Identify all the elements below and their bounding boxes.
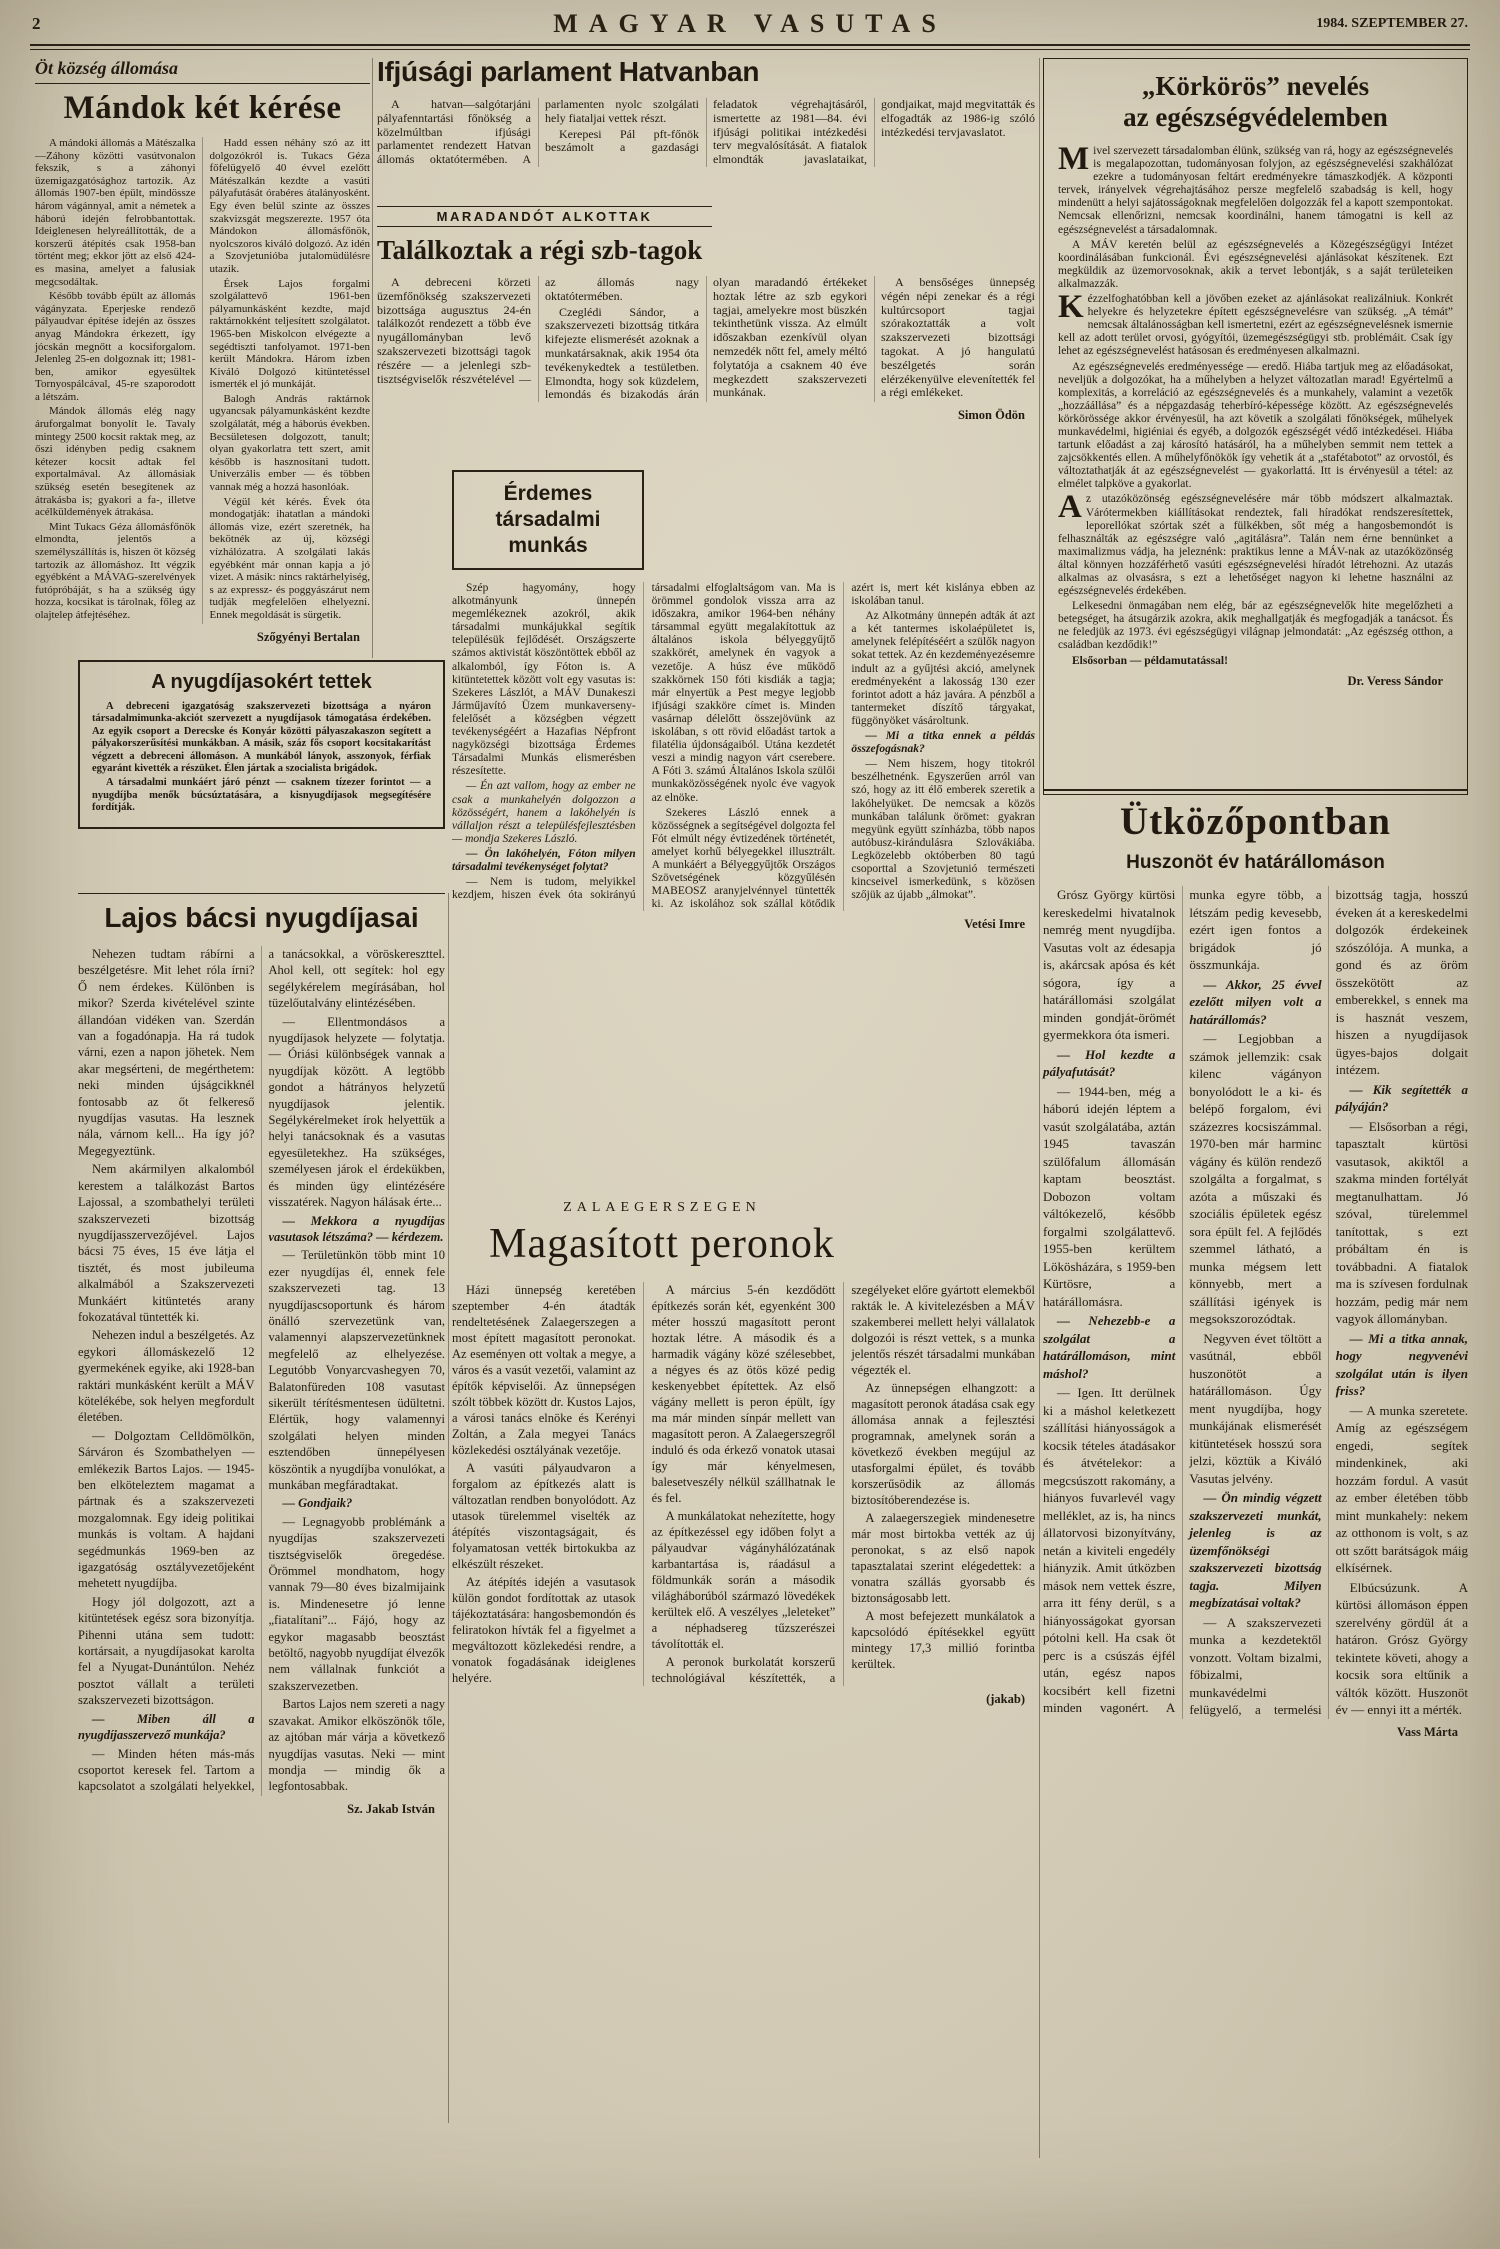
vertical-rule-left	[372, 58, 373, 658]
article-body	[1043, 886, 1468, 1719]
body-paragraph: A zalaegerszegiek mindenesetre már most birtokba vették az új peronokat, s az első napok tapasztalatai szerint elégedettek: a vonatra szállás gyorsabb és biztonságosabb lett.	[851, 1511, 1035, 1605]
body-paragraph: Érsek Lajos forgalmi szolgálattevő 1961-ben pályamunkásként kezdte, majd raktárnokként teljesített szolgálatot. 1965-ben Miskolcon elvégezte a segédtiszti tanfolyamot. 1971-ben került Mándokra. Három ízben Kiváló Dolgozó kitüntetéssel ismerték el jó munkáját.	[209, 277, 370, 391]
body-paragraph: — Nem hiszem, hogy titokról beszélhetnénk. Egyszerűen arról van szó, hogy az itt élő emberek szeretik a lakóhelyüket. De nemcsak a közös munkában találunk örömet: gyakran megyünk együtt színházba, több napos autóbusz-kirándulásra Szlovákiába. Legközelebb októberben 80 tagú csoporttal a Szovjetunió természeti kincseivel ismerkedünk, s közösen szőjük az újabb „álmokat”.	[851, 758, 1035, 902]
signature: Sz. Jakab István	[347, 1801, 435, 1816]
body-paragraph: — Dolgoztam Celldömölkön, Sárváron és Szombathelyen — emlékezik Bartos Lajos. — 1945-ben elköteleztem magamat a pártnak és a szakszervezeti mozgalomnak. Egy ideig politikai munkás is voltam. A hajdani segédmunkás 1969-ben az igazgatóság osztályvezetőjeként mehetett nyugdíjba.	[78, 1428, 255, 1591]
body-paragraph: — A szakszervezeti munka a kezdetektől vonzott. Voltam bizalmi, főbizalmi, munkavédelmi felügyelő, a termelési bizottság tagja, hosszú éveken át a kereskedelmi dolgozók érdekeinek szószólója. A munka, a gond és az öröm összekötött az emberekkel, s ennek ma is hasznát veszem, hiszen a nyugdíjasok ügyes-bajos dolgait intézem.	[1189, 887, 1468, 1717]
body-paragraph: A MÁV keretén belül az egészségnevelés a Közegészségügyi Intézet koordinálásában funkcionál. Évi egészségnevelési ajánlásokat készítenek. Ezt megküldik az üzemorvosoknak, akik a tervet lebontják, s a saját területeiken alkalmazzák.	[1058, 238, 1453, 290]
body-paragraph: Grósz György kürtösi kereskedelmi hivatalnok nemrég ment nyugdíjba. Vasutas volt az édesapja is, akárcsak apósa és két sógora, így a határállomási szolgálat minden gondját-örömét gyermekkora óta ismeri.	[1043, 887, 1176, 1042]
body-paragraph: Mint Tukacs Géza állomásfőnök elmondta, jelentős a személyszállítás is, hiszen öt község tartozik az állomáshoz. Itt végzik egyébként a MÁVAG-szerelvények futópróbáját, s ha a szükség úgy hozza, kocsikat is tárolnak, főleg az olajtelep átfejtéséhez.	[35, 520, 196, 621]
masthead-title: MAGYAR VASUTAS	[553, 9, 947, 38]
kicker: MARADANDÓT ALKOTTAK	[377, 206, 712, 227]
body-paragraph: — Gondjaik?	[282, 1496, 353, 1511]
body-paragraph: Házi ünnepség keretében szeptember 4-én átadták rendeltetésének Zalaegerszegen a most épített magasított peronokat. Az eseményen ott voltak a megye, a város és a vasút vezetői, valamint az építők képviselői. Az ünnepségen szólt többek között dr. Kustos Lajos, a városi tanács elnöke és Kerényi Zoltán, a Zala megyei Tanács közlekedési osztályának vezetője.	[452, 1283, 636, 1457]
article-magasitott-peronok	[452, 1200, 1035, 1707]
article-erdemes-tarsadalmi-munkas	[452, 470, 1035, 932]
body-paragraph: — Ön lakóhelyén, Fóton milyen társadalmi tevékenységet folytat?	[452, 847, 636, 873]
article-body	[452, 1282, 1035, 1686]
body-paragraph: Czeglédi Sándor, a szakszervezeti bizottság titkára kifejezte elismerését azoknak a munkatársaknak, akik 1954 óta tevékenykedtek a testületben. Elmondta, hogy sok küzdelem, lemondás és bizakodás árán olyan maradandó értékeket hoztak létre az szb egykori tagjai, amelyekre most büszkén tekinthetünk vissza. Az elmúlt időszakban ezenkívül olyan nemzedék nőtt fel, amely méltó folytatója a csaknem 40 éve megkezdett szakszervezeti munkának.	[545, 275, 867, 402]
drop-cap: K	[1058, 289, 1084, 326]
body-paragraph: Negyven évet töltött a vasútnál, ebből huszonötöt a határállomáson. Úgy ment nyugdíjba, hogy munkájának elismerését kitüntetések hosszú sora jelzi, köztük a Kiváló Vasutas jelvény.	[1189, 1330, 1322, 1486]
body-paragraph: Végül két kérés. Évek óta mondogatják: ihatatlan a mándoki állomás vize, ezért szeretnék, ha bekötnék az új, községi vízhálózatra. A szolgálati lakás egyébként már onnan kapja a jó vizet. A másik: nincs raktárhelyiség, s az expressz- és poggyászárut nem tudják megfelelően elhelyezni. Ennek megoldását is sürgetik.	[209, 495, 370, 621]
body-paragraph: — Legjobban a számok jellemzik: csak kilenc vágányon bonyolódott le a ki- és belépő forgalom, évi százezres kocsiszámmal. 1970-ben már harminc vágány és külön rendező szolgálta a forgalmat, s azóta a műszaki és szociális épületek egész sora épült fel. A fejlődés szemmel látható, a munka mégsem lett könnyebb, mert a szállítási igények is megsokszorozódtak.	[1189, 1031, 1322, 1326]
headline-line-2: az egészségvédelemben	[1123, 102, 1388, 132]
article-body	[452, 582, 1035, 911]
body-paragraph: Hogy jól dolgozott, azt a kitüntetések egész sora bizonyítja. Pihenni utána sem tudott: kortársait, a nyugdíjasokat karolta fel a Nyugat-Dunántúlon. Nehéz posztot vállalt a területi szakszervezeti bizottságon.	[78, 1594, 255, 1708]
body-paragraph: Elsősorban — példamutatással!	[1072, 654, 1228, 667]
body-paragraph: A társadalmi munkáért járó pénzt — csaknem tízezer forintot — a nyugdíjba menők búcsúztatására, a kisnyugdíjasok megsegítésére fordítják.	[92, 777, 431, 814]
headline: A nyugdíjasokért tettek	[151, 671, 372, 693]
body-paragraph: A most befejezett munkálatok a kapcsolódó építésekkel együtt mintegy 17,3 millió forintba kerültek.	[851, 1609, 1035, 1671]
signature: Szőgyényi Bertalan	[256, 629, 360, 644]
article-ifjusagi-parlament	[377, 56, 1035, 167]
body-paragraph: Nem akármilyen alkalomból kerestem a találkozást Bartos Lajossal, a szombathelyi területi szakszervezeti bizottság nyugdíjasszervezőjével. Lajos bácsi 75 éves, 15 éve látja el tisztét, és most jubileuma alkalmából a Szakszervezeti Munkáért kitüntetés arany fokozatával tüntették ki.	[78, 1162, 255, 1324]
headline-line-2: munkás	[508, 534, 588, 557]
body-paragraph: A hatvan—salgótarjáni pályafenntartási főnökség a közelmúltban ifjúsági parlamentet rendezett Hatvan állomás oktatótermében. A parlamenten nyolc szolgálati hely fiataljai vettek részt.	[377, 97, 699, 167]
body-paragraph: A peronok burkolatát korszerű technológiával készítették, a szegélyeket előre gyártott elemekből rakták le. A kivitelezésben a MÁV szakemberei mellett helyi vállalatok dolgozói is részt vettek, s a munka jelentős részét társadalmi munkában végezték el.	[651, 1283, 1035, 1685]
headline: Magasított peronok	[489, 1221, 835, 1267]
body-paragraph: A mándoki állomás a Mátészalka—Záhony közötti vasútvonalon fekszik, s a záhonyi üzemigazgatósághoz tartozik. Az állomás 1907-ben épült, mindössze három vágánnyal, amit a németek a háború idején felrobbantottak. Ideiglenesen helyreállították, de a korszerű átépítés csak 1958-ban történt meg; ekkor jött az első 424-es masina, amelyet a falusiak megcsodáltak.	[35, 137, 196, 288]
body-paragraph: A vasúti pályaudvaron a forgalom az építkezés alatt is változatlan rendben bonyolódott. Az utasok türelemmel viselték az átépítés viszontagságait, és folyamatosan vették birtokukba az elkészült részeket.	[452, 1461, 636, 1571]
headline: Találkoztak a régi szb-tagok	[377, 235, 703, 265]
body-paragraph: Az egészségnevelés eredményessége — eredő. Hiába tartjuk meg az előadásokat, neveljük a dolgozókat, ha a műhelyben a helyzet változatlan marad! Egyértelmű a komplexitás, a korreláció az egészségnevelés és a munkahely, valamint a vezetők „hozzáállása” és a népgazdaság teherbíró-képessége között. Az egészségnevelés körkörössége akkor érvényesül, ha azt követik a szolgálati főnökségek, műhelyek munkavédelmi, higiéniai és egyéb, a dolgozók egészségét védő intézkedései. Hiába tartunk előadást a zaj károsító hatásáról, ha a műhelyben semmit nem tettek a zajcsökkentés ellen. A műhelyfőnökök így vehetik át a „stafétabotot” az orvostól, és változtathatják át az egészségnevelést — gyakorlattá. Itt is érvényesül a tétel: az elmélet talpköve a gyakorlat.	[1058, 360, 1453, 491]
article-body	[377, 98, 1035, 167]
headline: Mándok két kérése	[63, 90, 342, 126]
body-paragraph: A munkálatokat nehezítette, hogy az építkezéssel egy időben folyt a pályaudvar vágányhálózatának karbantartása is, ráadásul a földmunkák során a második világháborúból származó lövedékek kerültek elő. A veszélyes „leleteket” a néphadsereg tűzszerészei távolították el.	[651, 1509, 836, 1651]
headline: Ütközőpontban	[1120, 800, 1391, 843]
headline: Ifjúsági parlament Hatvanban	[377, 56, 760, 87]
body-paragraph: A bensőséges ünnepség végén népi zenekar és a régi kultúrcsoport tagjai szórakoztatták a volt szakszervezeti bizottsági tagokat. A jó hangulatú beszélgetés során elérzékenyülve elevenítették fel a régi emlékeket.	[881, 275, 1035, 400]
body-paragraph: — Hol kezdte a pályafutását?	[1043, 1046, 1176, 1079]
header-rule-thin	[30, 49, 1470, 50]
article-utkozopontban	[1043, 799, 1468, 1740]
article-body	[92, 701, 431, 815]
body-paragraph: Lelkesedni önmagában nem elég, bár az egészségnevelők hite megelőzheti a betegséget, ha átsugárzik azokra, akik meghallgatják és megfogadják a tanácsot. És ne feledjük az 1973. évi egészségügyi világnap jelmondatát: „Az egészség otthon, a családban kezdődik!”	[1058, 600, 1453, 652]
body-paragraph: Balogh András raktárnok ugyancsak pályamunkásként kezdte szolgálatát, még a háborús években. Becsületesen dolgozott, tanult; olyan gyakorlatra tett szert, amit később is hasznosítani tudott. Univerzális ember — és többen vannak még a hozzá hasonlóak.	[209, 392, 370, 494]
header-rule-thick	[30, 44, 1470, 46]
body-paragraph: — Minden héten más-más csoportot keresek fel. Tartom a kapcsolatot a szolgálati helyekkel, a tanácsokkal, a vöröskereszttel. Ahol kell, ott segítek: hol egy segélykérelem megírásában, hol tüzelőutalvány elintézésében.	[78, 947, 445, 1794]
body-paragraph: — Ellentmondásos a nyugdíjasok helyzete — folytatja. — Óriási különbségek vannak a nyugdíjak között. A legtöbb gondot a hátrányos helyzetű nyugdíjasok jelentik. Segélykérelmeket írok helyettük a helyi tanácsoknak és a vasutas egyesületekhez. Ha szükséges, személyesen járok el érdekükben, és minden ügy elintézésére visszatérek. Nagyon hálásak érte...	[268, 1014, 445, 1210]
box-article-nyugdijasokert	[78, 660, 445, 829]
body-paragraph: — Igen. Itt derülnek ki a máshol keletkezett szállítási hiányosságok a kocsik tételes átadásakor és átvételekor: a megcsúszott rakomány, a hiányos fuvarlevél vagy melléklet, az is, ha nincs állatorvosi bizonyítvány, netán a kiviteli engedély hiányzik. Amit útközben mások nem vettek észre, arra itt fény derül, s a hiányosságokat gyorsan pótolni kell. Ha csak öt perc is a csúszás éjfél után, egész napos kocsibért kell fizetni minden vagonért. A munka egyre több, a létszám pedig kevesebb, ezért igen fontos a brigádok jó összmunkája.	[1043, 887, 1322, 1715]
body-paragraph: — Akkor, 25 évvel ezelőtt milyen volt a határállomás?	[1189, 976, 1322, 1027]
body-paragraph: — Mi a titka ennek a példás összefogásnak?	[851, 730, 1035, 756]
kicker-rule	[35, 83, 370, 84]
body-paragraph: Mivel szervezett társadalomban élünk, szükség van rá, hogy az egészségnevelés is megalapozottan, tudományosan folyjon, az egészségnevelési szakhálózat ezekre a tudományosan feltárt eredményekre támaszkodjék. A központi tervek, irányelvek végrehajtásához persze megfelelő szabadság is kell, hogy mindenütt a helyi sajátosságoknak megfelelően dolgozzák fel a kapott szempontokat. Nemcsak ellenőrizni, nemcsak koordinálni, hanem támogatni is kell az egészségnevelést a társadalomnak.	[1058, 141, 1453, 236]
body-paragraph: Az átépítés idején a vasutasok külön gondot fordítottak az utasok tájékoztatására: hangosbemondón és feliratokon hívták fel a figyelmet a megváltozott közlekedési rendre, a vonatok fogadásának ideiglenes helyére.	[452, 1575, 636, 1685]
article-body	[35, 137, 370, 624]
drop-cap: M	[1058, 141, 1090, 177]
body-paragraph: — Kik segítették a pályáján?	[1335, 1081, 1468, 1114]
headline-box	[452, 470, 644, 570]
body-paragraph: Szekeres László ennek a közösségnek a segítségével dolgozta fel Fót elmúlt négy évtizedének történetét, amelyet korhű bélyegekkel illusztrált. A munkáért a Bélyeggyűjtők Országos Szövetségének közgyűlésén MABEOSZ aranyjelvénnyel tüntették ki. Az iskolához sok szállal kötődik azért is, mert két kislánya ebben az iskolában tanul.	[651, 582, 1035, 911]
body-paragraph: — Én azt vallom, hogy az ember ne csak a munkahelyén dolgozzon a közösségért, hanem a lakóhelyén is vállaljon részt a településfejlesztésben — mondja Szekeres László.	[452, 780, 636, 845]
body-paragraph: — A munka szeretete. Amíg az egészségem engedi, segítek mindenkinek, aki hozzám fordul. A vasút az ember életében több mint munkahely: nekem az otthonom is volt, s az ott szőtt barátságok máig elkísérnek.	[1335, 1402, 1468, 1575]
box-article-korkoros	[1043, 58, 1468, 795]
body-paragraph: — Mi a titka annak, hogy negyvenévi szolgálat után is ilyen friss?	[1335, 1330, 1468, 1398]
headline	[1058, 71, 1453, 133]
page-number: 2	[32, 14, 41, 33]
article-body	[377, 276, 1035, 402]
body-paragraph: A debreceni igazgatóság szakszervezeti bizottsága a nyáron társadalmimunka-akciót szervezett a nyugdíjasok támogatása érdekében. Az egyik csoport a Derecske és Konyár közötti pályaszakaszon segített a pályakorszerűsítési munkákban. A másik, száz fős csoport kocsitakarítást végzett a debreceni állomáson. A munkából lányok, asszonyok, férfiak egyaránt kivették a részüket. Élen jártak a szocialista brigádok.	[92, 701, 431, 775]
body-paragraph: — Ön mindig végzett szakszervezeti munkát, jelenleg is az üzemfőnökségi szakszervezeti bizottság tagja. Milyen megbízatásai voltak?	[1189, 1490, 1322, 1610]
body-paragraph: Kerepesi Pál pft-főnök beszámolt a gazdasági feladatok végrehajtásáról, ismertette az 1981—84. évi ifjúsági politikai intézkedési terv megvalósítását. A fiatalok elmondták javaslataikat, gondjaikat, majd megvitatták és elfogadták az 1986-ig szóló intézkedési tervjavaslatot.	[545, 97, 1035, 167]
body-paragraph: Bartos Lajos nem szereti a nagy szavakat. Amikor elköszönök tőle, az ajtóban már várja a következő nyugdíjas vasutas. Neki — mint mondja — mindig ők a legfontosabbak.	[268, 1697, 445, 1794]
body-paragraph: Az Alkotmány ünnepén adták át azt a két tantermes iskolaépületet is, amelynek felépítéséért a szülők nagyon sokat tettek. Az én kezdeményezésemre indult az a gyűjtési akció, amelynek eredményeként a lakosság 130 ezer forintot adott a ház javára. A pénzből a tantermeket díszítő tárgyakat, függönyöket vásároltunk.	[851, 610, 1035, 727]
body-paragraph: Elbúcsúzunk. A kürtösi állomáson éppen szerelvény gördül át a határon. Grósz György tekintete követi, ahogy a kocsik sora eltűnik a váltók között. Huszonöt év — ennyi itt a mérték.	[1335, 1579, 1468, 1717]
vertical-rule-right	[1039, 58, 1040, 2158]
body-paragraph: Hadd essen néhány szó az itt dolgozókról is. Tukacs Géza főfelügyelő 40 évvel ezelőtt Mátészalkán kezdte a vasúti pályafutását órabéres átalányosként. Egy éven belül szinte az összes szakvizsgát megszerezte. 1957 óta Mándokon állomásfőnök, nyolcszoros kiváló dolgozó. Az idén a Szovjetunióba jutalomüdülésre utazik.	[209, 137, 370, 275]
body-paragraph: Nehezen indul a beszélgetés. Az egykori állomáskezelő 12 gyermekének egyike, aki 1928-ban raktári munkásként került a MÁV kötelékébe, sok helyen megfordult életében.	[78, 1328, 255, 1425]
drop-cap: A	[1058, 489, 1082, 526]
headline-line-1: „Körkörös” nevelés	[1141, 71, 1370, 101]
article-mandok	[35, 58, 370, 645]
body-paragraph: — 1944-ben, még a háború idején léptem a vasút szolgálatába, aztán 1945 tavaszán szülőfalum állomásán kaptam beosztást. Dobozon voltam váltókezelő, később forgalmi szolgálattevő. 1955-ben kerültem Lökösházára, s 1959-ben Kürtösre, a határállomásra.	[1043, 1083, 1176, 1309]
subheadline: Huszonöt év határállomáson	[1126, 852, 1385, 873]
headline-line-1: Érdemes társadalmi	[495, 482, 601, 531]
body-paragraph: Az utazóközönség egészségnevelésére már több módszert alkalmaztak. Várótermekben kiállításokat rendeztek, fali híradókat rendszeresítettek, leporellókat szórtak szét a fülkékben, sőt még a hangosbemondót is felhasználták az egészségre való „agitálásra”. Talán nem érne bennünket a maximalizmus vádja, ha jeleznénk: praktikus lenne a MÁV-nak az utazóközönség által könnyen hozzáférhető vasúti egészségnevelési híradót létrehozni. Az utazás alkalmas az olvasásra, s ezt a lehetőséget nagyon ki lehetne használni az egészségnevelés érdekében.	[1058, 489, 1453, 598]
section-rule	[1043, 789, 1468, 791]
signature: Vetési Imre	[964, 917, 1025, 932]
issue-date: 1984. SZEPTEMBER 27.	[1316, 16, 1468, 31]
body-paragraph: — Nehezebb-e a szolgálat a határállomáson, mint máshol?	[1043, 1313, 1176, 1381]
article-talalkoztak	[377, 206, 1035, 423]
body-paragraph: — Mekkora a nyugdíjas vasutasok létszáma? — kérdezem.	[268, 1213, 445, 1244]
body-paragraph: — Miben áll a nyugdíjasszervező munkája?	[78, 1711, 255, 1743]
vertical-rule-center	[448, 893, 449, 2123]
body-paragraph: — Nem is tudom, melyikkel kezdjem, hiszen évek óta sokirányú társadalmi elfoglaltságom van. Ma is örömmel gondolok vissza arra az időszakra, amikor 1964-ben néhány társammal együtt megalakítottuk az általános iskola bélyeggyűjtő szakkörét, amelynek én vagyok a vezetője. A húsz éve működő szakkörnek 150 fóti kisdiák a tagja; már elnyertük a Pest megye legjobb ifjúsági szakköre címet is. Minden vasárnap délelőtt összejövünk az iskolában, s ott rövid előadást tartok a filatélia újdonságaiból. Utána kezdetét veszi a mindig nagyon várt cserebere. A Fóti 3. számú Általános Iskola szülői munkaközösségének nyolc éve vagyok az elnöke.	[452, 582, 836, 902]
article-body	[78, 946, 445, 1796]
body-paragraph: Mándok állomás elég nagy áruforgalmat bonyolít le. Tavaly mintegy 2500 kocsit raktak meg, az őszi idényben pedig csaknem kétezer kocsit adtak fel exportalmával. Az állomásiak szükség esetén besegítenek az átrakásba is; gyakori a fa-, illetve acélküldemények átrakása.	[35, 405, 196, 519]
body-paragraph: Szép hagyomány, hogy alkotmányunk ünnepén megemlékeznek azokról, akik társadalmi munkájukkal segítik településük fejlődését. Országszerte számos aktivistát köszöntöttek ebből az alkalomból, így Fóton is. A kitüntetettek között volt egy vasutas is: Szekeres Lászlót, a MÁV Dunakeszi Járműjavító Üzem munkaverseny-felelősét a községben végzett tevékenységéért a Hazafias Népfront nagyközségi bizottsága Érdemes Társadalmi Munkás elismerésben részesítette.	[452, 582, 636, 778]
signature: Vass Márta	[1397, 1724, 1458, 1739]
body-paragraph: Az ünnepségen elhangzott: a magasított peronok átadása csak egy állomása annak a fejlesztési programnak, amelynek során a következő években megújul az utasforgalmi épület, és tovább korszerűsödik az állomás biztosítóberendezése is.	[851, 1381, 1035, 1507]
article-body	[1058, 141, 1453, 668]
kicker: Öt község állomása	[35, 58, 179, 78]
signature: (jakab)	[986, 1692, 1025, 1706]
headline: Lajos bácsi nyugdíjasai	[104, 902, 419, 933]
body-paragraph: Később tovább épült az állomás vágányzata. Eperjeske rendező pályaudvar építése idején az összes anyag Mándokra érkezett, így jócskán megnőtt a kocsiforgalom. Jelenleg 25-en dolgoznak itt; 1981-ben, amikor egyesültek Tornyospálcával, 45-re szaporodott a létszám.	[35, 290, 196, 403]
signature: Dr. Veress Sándor	[1347, 673, 1443, 688]
body-paragraph: Nehezen tudtam rábírni a beszélgetésre. Mit lehet róla írni? Ő nem érdekes. Különben is mikor? Szerda kivételével szinte állandóan vidéken van. Szerdán van a fogadónapja. Ha rá tudok várni, ezen a napon jöhetek. Nem akar megsérteni, de megérthetem: neki minden újságcikknél fontosabb az őt felkereső nyugdíjas vasutas. Ha lesznek nála, várnom kell... Ha így jó? Megegyeztünk.	[78, 947, 255, 1158]
kicker: ZALAEGERSZEGEN	[563, 1200, 761, 1215]
body-paragraph: A debreceni körzeti üzemfőnökség szakszervezeti bizottsága augusztus 24-én találkozót rendezett a több éve nyugállományban levő szakszervezeti bizottsági tagok részére — a jelenlegi szb-tisztségviselők részvételével — az állomás nagy oktatótermében.	[377, 275, 699, 386]
body-paragraph: Kézzelfoghatóbban kell a jövőben ezeket az ajánlásokat realizálniuk. Konkrét helyekre és helyzetekre épített egészségnevelésre van szükség. „A témát” nemcsak általánosságban kell ismertetni, ezért az egészségnevelésnek ismernie kell az adott terület orvosi, gyógyítói, üzemegészségügyi stb. problémáit. Csak így lehet az egészségnevelést hatásosan és eredményesen alkalmazni.	[1058, 289, 1453, 358]
body-paragraph: A március 5-én kezdődött építkezés során két, egyenként 300 méter hosszú magasított peront hoztak létre. A második és a harmadik vágány közé szélesebbet, a négyes és az ötös közé pedig keskenyebbet építettek. Az első vágány mellett is peron épült, így ma már minden sínpár mellett van magasított peron. A Zalaegerszegről induló és oda érkező vonatok utasai így már kényelmesen, balesetveszély nélkül szállhatnak le és fel.	[651, 1283, 836, 1505]
article-lajos-bacsi	[78, 893, 445, 1817]
body-paragraph: — Elsősorban a régi, tapasztalt kürtösi vasutasok, akiktől a szakma minden fortélyát megtanulhattam. Jó szóval, türelemmel tanítottak, s ezt próbáltam én is továbbadni. A fiatalok ma is szívesen fordulnak hozzám, pedig már nem vagyok állományban.	[1335, 1118, 1468, 1326]
signature: Simon Ödön	[957, 408, 1025, 423]
body-paragraph: — Területünkön több mint 10 ezer nyugdíjas él, ennek fele szakszervezeti tag. 13 nyugdíjascsoportunk és három önálló szervezetünk van, valamennyi alapszervezetünknek megfelelő az elhelyezése. Legutóbb Vonyarcvashegyen 70, Balatonfüreden 108 vasutast sikerült térítésmentesen üdültetni. Elértük, hogy valamennyi szolgálati helyen minden esztendőben ünnepélyesen köszöntik a nyugdíjba vonulókat, a munkában megfáradtakat.	[268, 1248, 445, 1492]
body-paragraph: — Legnagyobb problémánk a nyugdíjas szakszervezeti tisztségviselők öregedése. Örömmel mondhatom, hogy vannak 79—80 éves bizalmijaink is. Mindenesetre jó lenne „fiatalítani”... Fájó, hogy az egykor magasabb beosztást betöltő, nagyobb nyugdíjat élvezők nem vállalnak funkciót a szakszervezetben.	[268, 1514, 445, 1693]
